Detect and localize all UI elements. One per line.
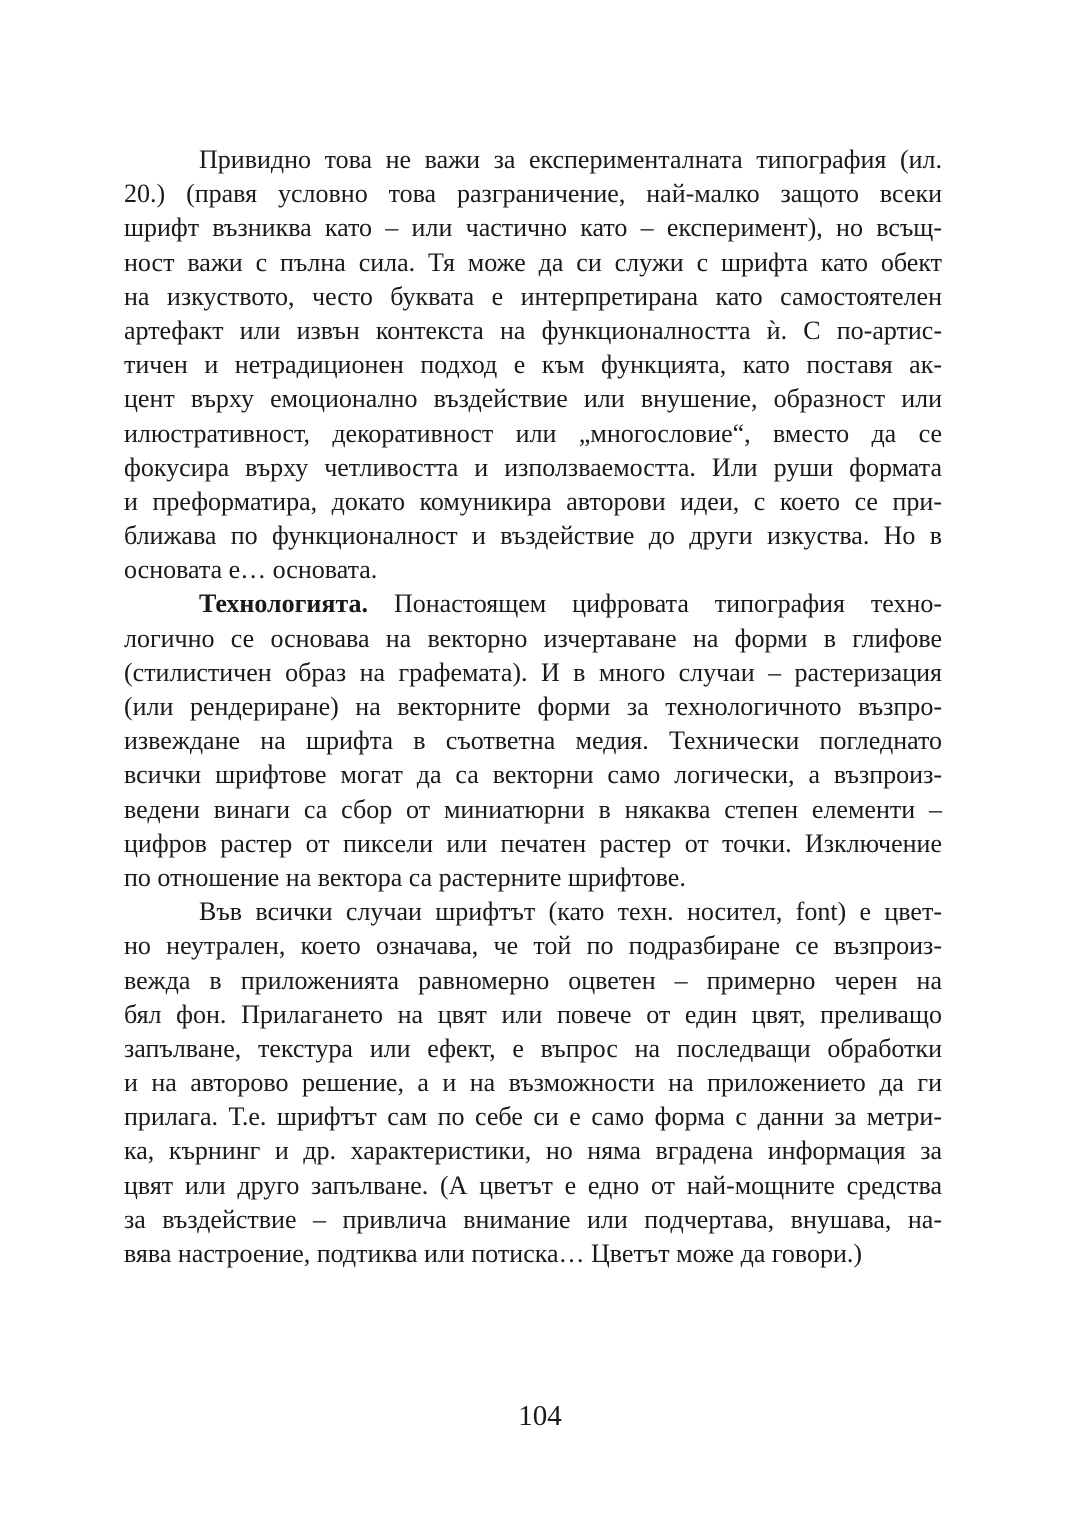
page-number: 104 [518, 1400, 562, 1432]
text-line: и на авторово решение, а и на възможности на приложението да ги [124, 1068, 942, 1098]
text-line: 20.) (правя условно това разграничение, най-малко защото всеки [124, 179, 942, 209]
text-line: тичен и нетрадиционен подход е към функцията, като поставя ак- [124, 350, 942, 380]
text-line [124, 587, 942, 621]
text-line: бял фон. Прилагането на цвят или повече от един цвят, преливащо [124, 999, 942, 1029]
text-line: ведени винаги са сбор от миниатюрни в някаква степен елементи – [124, 794, 942, 824]
text-line: но неутрален, което означава, че той по подразбиране се възпроиз- [124, 931, 942, 961]
text-line: всички шрифтове могат да са векторни само логически, а възпроиз- [124, 760, 942, 790]
text-line: илюстративност, декоративност или „многословие“, вместо да се [124, 418, 942, 448]
text-line: и преформатира, докато комуникира авторови идеи, с което се при- [124, 486, 942, 516]
text-line: артефакт или извън контекста на функционалността ѝ. С по-артис- [124, 315, 942, 345]
text-line: извеждане на шрифта в съответна медия. Технически погледнато [124, 726, 942, 756]
text-line: шрифт възниква като – или частично като – експеримент), но всъщ- [124, 213, 942, 243]
text-line: логично се основава на векторно изчертаване на форми в глифове [124, 623, 942, 653]
text-line-fragment: Понастоящем цифровата типография техно- [368, 589, 942, 619]
text-line: (стилистичен образ на графемата). И в много случаи – растеризация [124, 657, 942, 687]
text-line: прилага. Т.е. шрифтът сам по себе си е само форма с данни за метри- [124, 1102, 942, 1132]
text-line: запълване, текстура или ефект, е въпрос на последващи обработки [124, 1033, 942, 1063]
body-text [124, 143, 942, 1271]
text-line: за въздействие – привлича внимание или подчертава, внушава, на- [124, 1204, 942, 1234]
text-line: Привидно това не важи за експерименталната типография (ил. [199, 145, 942, 174]
text-line: ност важи с пълна сила. Тя може да си служи с шрифта като обект [124, 247, 942, 277]
text-line: ка, кърнинг и др. характеристики, но няма вградена информация за [124, 1136, 942, 1166]
text-line: ближава по функционалност и въздействие до други изкуства. Но в [124, 521, 942, 551]
text-line: (или рендериране) на векторните форми за технологичното възпро- [124, 692, 942, 721]
text-line: вява настроение, подтиква или потиска… Цветът може да говори.) [124, 1239, 863, 1268]
text-line: цифров растер от пиксели или печатен растер от точки. Изключение [124, 828, 942, 858]
text-line: основата е… основата. [124, 555, 378, 585]
text-line: по отношение на вектора са растерните шрифтове. [124, 862, 686, 892]
section-lead-heading: Технологията. [199, 589, 369, 619]
text-line: цвят или друго запълване. (А цветът е едно от най-мощните средства [124, 1170, 942, 1200]
text-line: Във всички случаи шрифтът (като техн. носител, font) е цвет- [199, 897, 942, 927]
text-line: на изкуството, често буквата е интерпретирана като самостоятелен [124, 281, 942, 311]
text-line: вежда в приложенията равномерно оцветен – примерно черен на [124, 965, 942, 995]
text-line: фокусира върху четливостта и използваемостта. Или руши формата [124, 452, 942, 482]
text-line: цент върху емоционално въздействие или внушение, образност или [124, 384, 942, 414]
